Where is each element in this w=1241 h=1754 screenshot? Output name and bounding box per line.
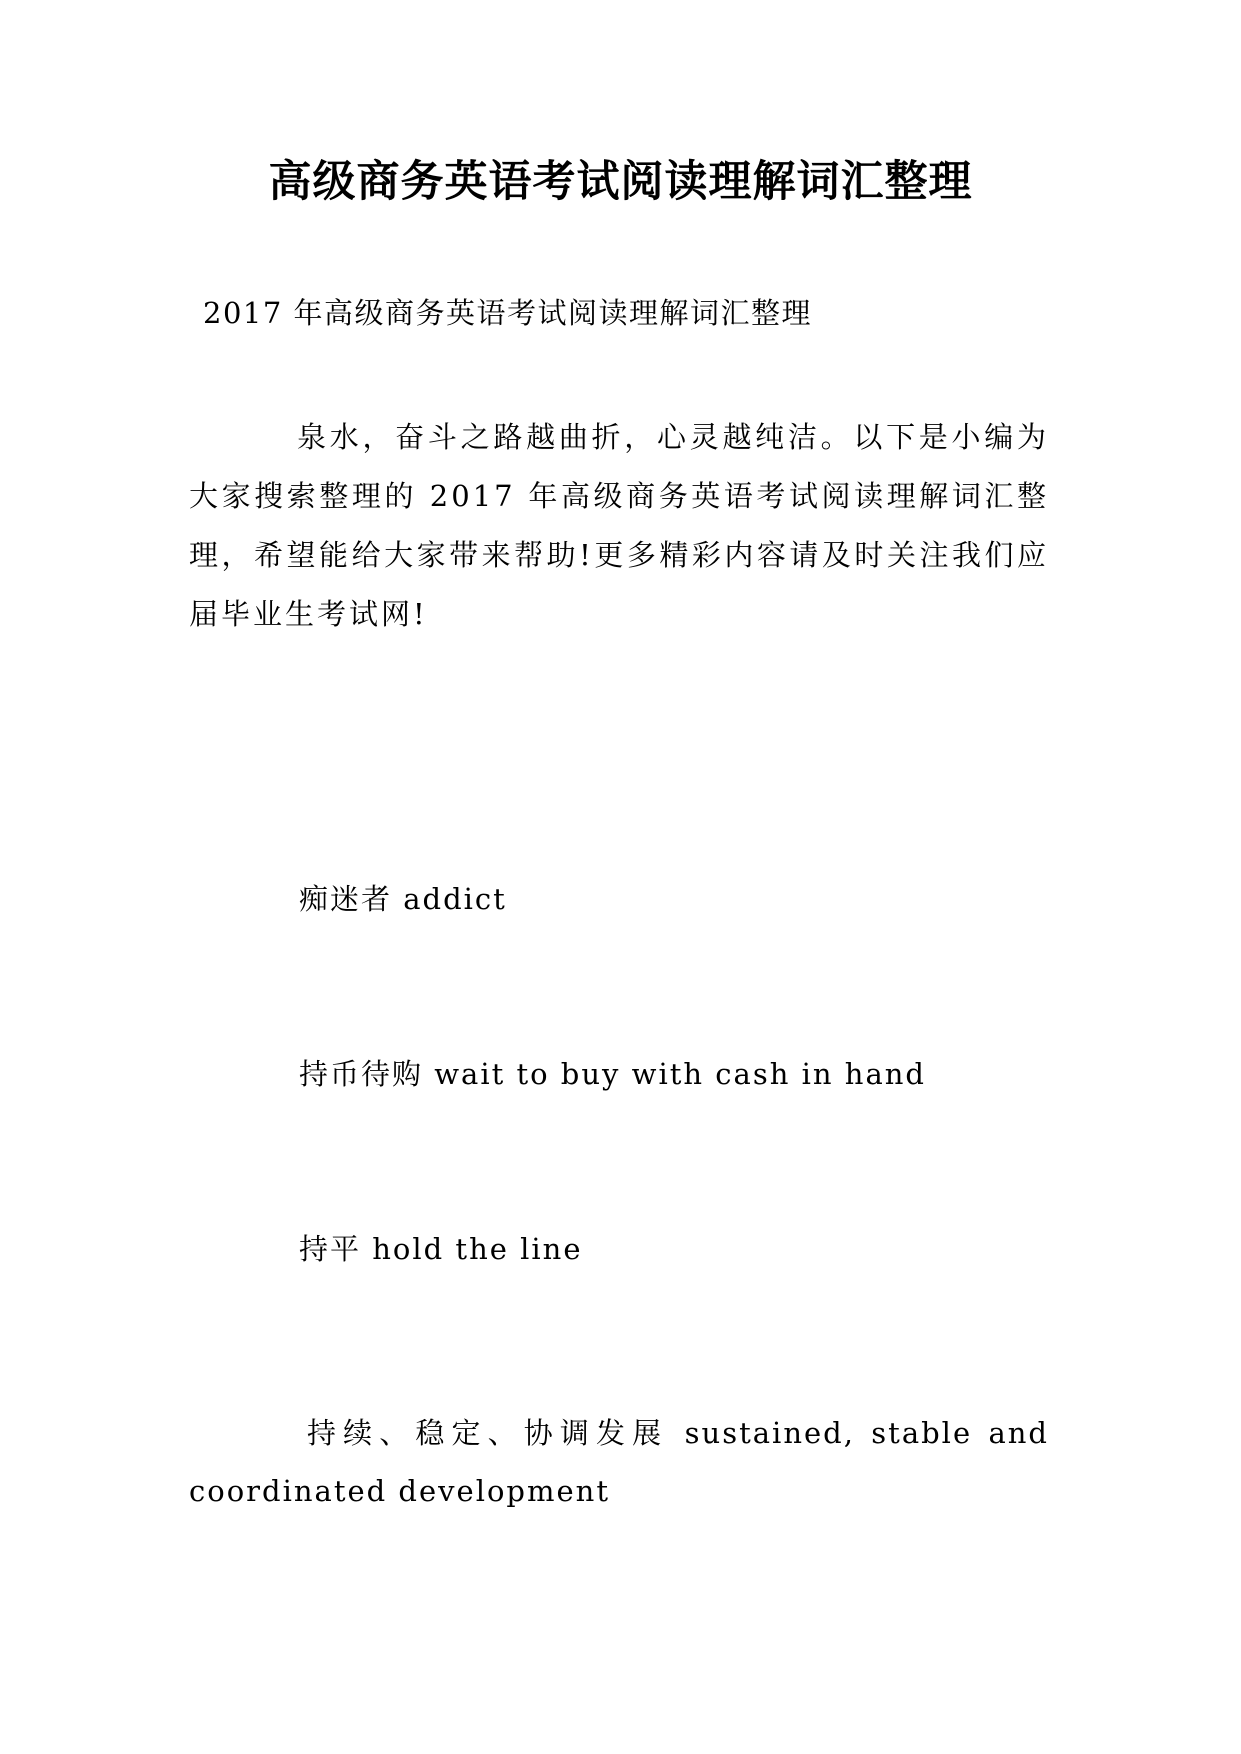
- intro-paragraph: 泉水，奋斗之路越曲折，心灵越纯洁。以下是小编为大家搜索整理的 2017 年高级商务英语考试阅读理解词汇整理，希望能给大家带来帮助!更多精彩内容请及时关注我们应届毕业生考试网!: [189, 420, 1049, 631]
- vocabulary-entry: 痴迷者 addict: [299, 882, 507, 916]
- vocabulary-entry: 持续、稳定、协调发展 sustained, stable and coordinated development: [189, 1416, 1049, 1508]
- page-subtitle: 2017 年高级商务英语考试阅读理解词汇整理: [203, 296, 813, 330]
- vocabulary-entry: 持币待购 wait to buy with cash in hand: [299, 1057, 926, 1091]
- page-title: 高级商务英语考试阅读理解词汇整理: [268, 157, 973, 207]
- vocabulary-entry: 持平 hold the line: [299, 1232, 583, 1266]
